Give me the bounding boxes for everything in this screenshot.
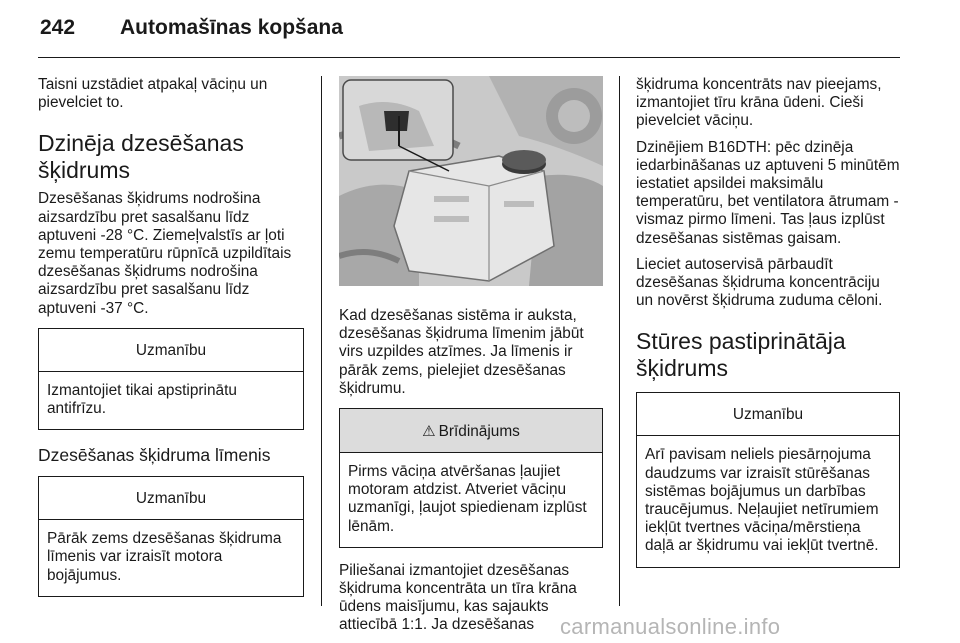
warning-triangle-icon: ⚠ — [422, 423, 436, 441]
column-divider-right — [619, 76, 620, 606]
watermark: carmanualsonline.info — [560, 614, 781, 639]
service-paragraph: Lieciet autoservisā pārbaudīt dzesēšanas šķidruma koncentrāciju un novērst šķidruma zuduma cēloni. — [636, 255, 883, 310]
page-number: 242 — [40, 16, 76, 39]
intro-paragraph: Taisni uzstādiet atpakaļ vāciņu un pievelciet to. — [38, 76, 268, 112]
column-2 — [339, 76, 603, 643]
tap-water-paragraph: šķidruma koncentrāts nav pieejams, izmantojiet tīru krāna ūdeni. Cieši pievelciet vāciņu. — [636, 76, 882, 130]
caution-text: Izmantojiet tikai apstiprinātu antifrīzu. — [47, 381, 237, 418]
warning-header — [340, 409, 602, 453]
warning-box — [339, 408, 603, 548]
coolant-level-paragraph: Kad dzesēšanas sistēma ir auksta, dzesēšanas šķidruma līmenim jābūt virs uzpildes atzīmes. Ja līmenis ir pārāk zems, pielejiet dzesēšanas šķidrumu. — [339, 307, 584, 397]
caution-text: Arī pavisam neliels piesārņojuma daudzums var izraisīt stūrēšanas sistēmas bojājumus un darbības traucējumus. Neļaujiet netīrumiem iekļūt tvertnes vāciņa/mērstieņa daļā ar šķidrumu vai iekļūt tvertnē. — [645, 446, 879, 555]
warning-title: Brīdinājums — [438, 423, 520, 441]
caution-title: Uzmanību — [39, 477, 303, 520]
refill-paragraph: Piliešanai izmantojiet dzesēšanas šķidruma koncentrāta un tīra krāna ūdens maisījumu, kas sajaukts attiecībā 1:1. Ja dzesēšanas — [339, 561, 577, 634]
column-3 — [636, 76, 900, 578]
caution-text: Pārāk zems dzesēšanas šķidruma līmenis var izraisīt motora bojājumus. — [47, 530, 282, 584]
header-divider — [38, 57, 900, 58]
caution-box-antifreeze — [38, 328, 304, 430]
caution-title: Uzmanību — [39, 329, 303, 372]
column-1 — [38, 76, 304, 607]
column-divider-left — [321, 76, 322, 606]
engine-bay-illustration — [339, 76, 603, 286]
caution-box-power-steering — [636, 392, 900, 567]
coolant-paragraph: Dzesēšanas šķidrums nodrošina aizsardzību pret sasalšanu līdz aptuveni -28 °C. Ziemeļvalstīs ar ļoti zemu temperatūru rūpnīcā uzpildītais dzesēšanas šķidrums nodrošina aizsardzību pret sasalšanu līdz aptuveni -37 °C. — [38, 190, 292, 317]
caution-title: Uzmanību — [637, 393, 899, 436]
heading-engine-coolant: Dzinēja dzesēšanas šķidrums — [38, 130, 244, 184]
caution-box-coolant-level — [38, 476, 304, 597]
heading-power-steering-fluid: Stūres pastiprinātāja šķidrums — [636, 328, 846, 382]
heading-coolant-level: Dzesēšanas šķidruma līmenis — [38, 445, 271, 466]
b16dth-paragraph: Dzinējiem B16DTH: pēc dzinēja iedarbināšanas uz aptuveni 5 minūtēm iestatiet apsildei maksimālu temperatūru, bet ventilatora ātrumam - vismaz pirmo līmeni. Tas ļaus izplūst dzesēšanas sistēmas gaisam. — [636, 138, 900, 247]
page-header-title: Automašīnas kopšana — [120, 16, 343, 39]
warning-text: Pirms vāciņa atvēršanas ļaujiet motoram atdzist. Atveriet vāciņu uzmanīgi, ļaujot spiedienam izplūst lēnām. — [348, 463, 587, 535]
